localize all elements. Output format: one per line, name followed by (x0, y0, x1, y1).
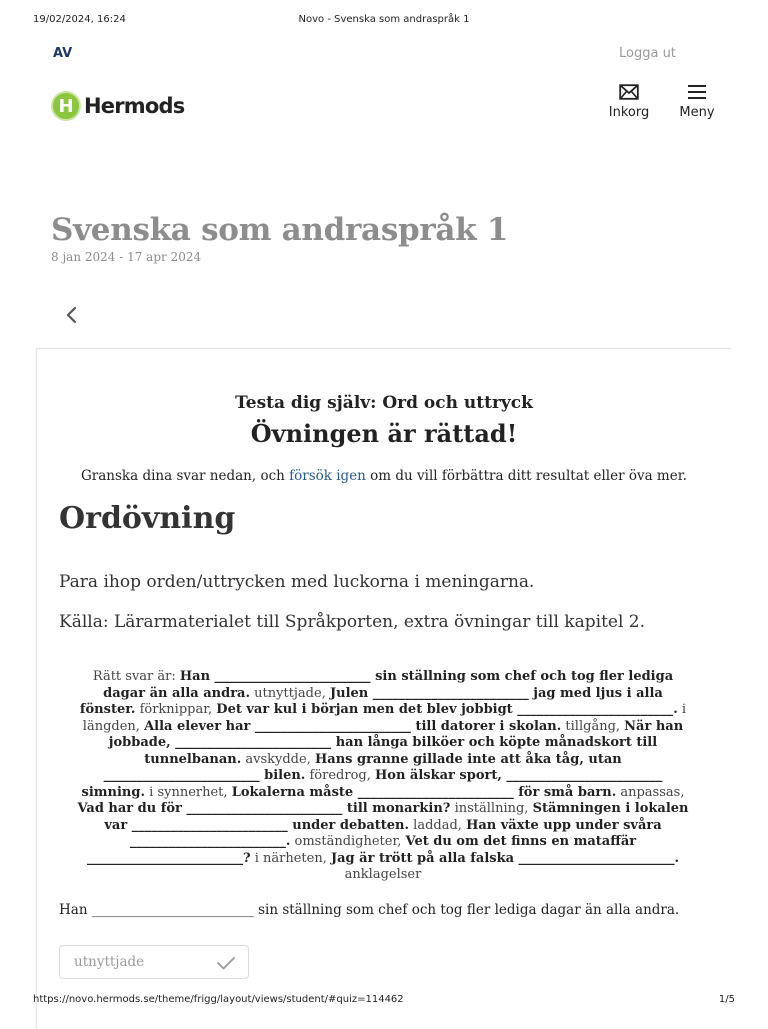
print-header (33, 14, 735, 30)
review-message (37, 468, 731, 484)
source-text: Källa: Lärarmaterialet till Språkporten, extra övningar till kapitel 2. (59, 612, 646, 632)
answer-intro: Rätt svar är: (92, 669, 176, 684)
course-title: Svenska som andraspråk 1 (51, 212, 509, 248)
course-dates: 8 jan 2024 - 17 apr 2024 (51, 250, 202, 264)
answer-sentence: När han jobbade, ________________________ han långa bilköer och köpte månadskort till tunnelbanan. (108, 718, 684, 767)
user-initials-button[interactable]: AV (53, 46, 73, 61)
answer-sentence: Stämningen i lokalen var ________________________ under debatten. (104, 801, 689, 833)
answer-sentence: Det var kul i början men det blev jobbigt ________________________. (216, 702, 678, 717)
answer-word: utnyttjade (254, 685, 322, 701)
try-again-link[interactable]: försök igen (289, 468, 366, 484)
print-page-number: 1/5 (718, 994, 735, 1005)
checkmark-icon (216, 955, 236, 971)
inbox-label: Inkorg (608, 105, 650, 120)
answer-sentence: Jag är trött på alla falska ________________________. (330, 850, 680, 866)
answer-field[interactable] (59, 945, 249, 979)
inbox-button[interactable] (594, 84, 664, 128)
answer-word: anpassas (620, 784, 681, 800)
answer-value: utnyttjade (74, 954, 145, 970)
logo-text: Hermods (84, 94, 185, 118)
quiz-title: Testa dig själv: Ord och uttryck (235, 393, 533, 413)
correct-answers-feedback: Rätt svar är: Han ________________________ sin ställning som chef och tog fler lediga dagar än alla andra. utnyttjade, Julen ________________________ jag med ljus i alla fönster. förknippar, Det var kul i början men det blev jobbigt ________________________. i längden, Alla elever har ________________________ till datorer i skolan. tillgång, När han jobbade, ________________________ han långa bilköer och köpte månadskort till tunnelbanan. avskydde, Hans granne gillade inte att åka tåg, utan ________________________ bilen. föredrog, Hon älskar sport, ________________________ simning. i synnerhet, Lokalerna måste ________________________ för små barn. anpassas, Vad har du för ________________________ till monarkin? inställning, Stämningen i lokalen var ________________________ under debatten. laddad, Han växte upp under svåra ________________________. omständigheter, Vet du om det finns en mataffär ________________________? i närheten, Jag är trött på alla falska ________________________. anklagelser (77, 669, 689, 882)
answer-word: i närheten (254, 850, 323, 866)
logout-link[interactable]: Logga ut (619, 46, 676, 61)
question-text: Han ________________________ sin ställning som chef och tog fler lediga dagar än alla andra. (59, 902, 680, 918)
print-datetime: 19/02/2024, 16:24 (33, 14, 126, 25)
review-text-after: om du vill förbättra ditt resultat eller öva mer. (365, 468, 687, 484)
menu-label: Meny (679, 105, 715, 120)
print-footer (33, 994, 735, 1010)
answer-word: anklagelser (344, 867, 422, 882)
answer-word: omständigheter (294, 834, 398, 849)
answer-word: i längden (82, 702, 687, 734)
answer-sentence: Hans granne gillade inte att åka tåg, utan ________________________ bilen. (103, 751, 622, 783)
answer-word: laddad (413, 817, 458, 833)
answer-sentence: Hon älskar sport, ________________________ simning. (81, 768, 663, 800)
answer-word: i synnerhet (149, 784, 224, 800)
print-page-title: Novo - Svenska som andraspråk 1 (298, 14, 470, 25)
section-title: Ordövning (59, 501, 236, 536)
hamburger-icon (687, 84, 707, 100)
logo-badge: H (51, 91, 81, 121)
answer-sentence: Vet du om det finns en mataffär ________________________? (86, 834, 637, 866)
quiz-status: Övningen är rättad! (250, 419, 518, 448)
instruction-text: Para ihop orden/uttrycken med luckorna i meningarna. (59, 572, 535, 592)
back-button[interactable] (62, 304, 82, 326)
menu-button[interactable] (662, 84, 732, 128)
answer-word: tillgång (565, 718, 616, 734)
answer-sentence: Lokalerna måste ________________________ för små barn. (231, 784, 617, 800)
answer-word: förknippar (139, 702, 209, 717)
answer-sentence: Han ________________________ sin ställning som chef och tog fler lediga dagar än alla andra. (103, 669, 674, 701)
print-url: https://novo.hermods.se/theme/frigg/layout/views/student/#quiz=114462 (33, 994, 404, 1005)
quiz-card (36, 348, 731, 1029)
review-text-before: Granska dina svar nedan, och (81, 468, 290, 484)
answer-word: inställning (454, 801, 525, 816)
chevron-left-icon (62, 304, 82, 326)
answer-word: föredrog (309, 768, 367, 783)
answer-sentence: Han växte upp under svåra ________________________. (129, 817, 662, 849)
hermods-logo[interactable] (51, 88, 184, 124)
answer-sentence: Alla elever har ________________________ till datorer i skolan. (144, 718, 562, 734)
envelope-icon (619, 84, 639, 100)
answer-sentence: Vad har du för ________________________ till monarkin? (77, 801, 451, 816)
answer-word: avskydde (245, 751, 307, 767)
answer-sentence: Julen ________________________ jag med ljus i alla fönster. (79, 685, 663, 717)
